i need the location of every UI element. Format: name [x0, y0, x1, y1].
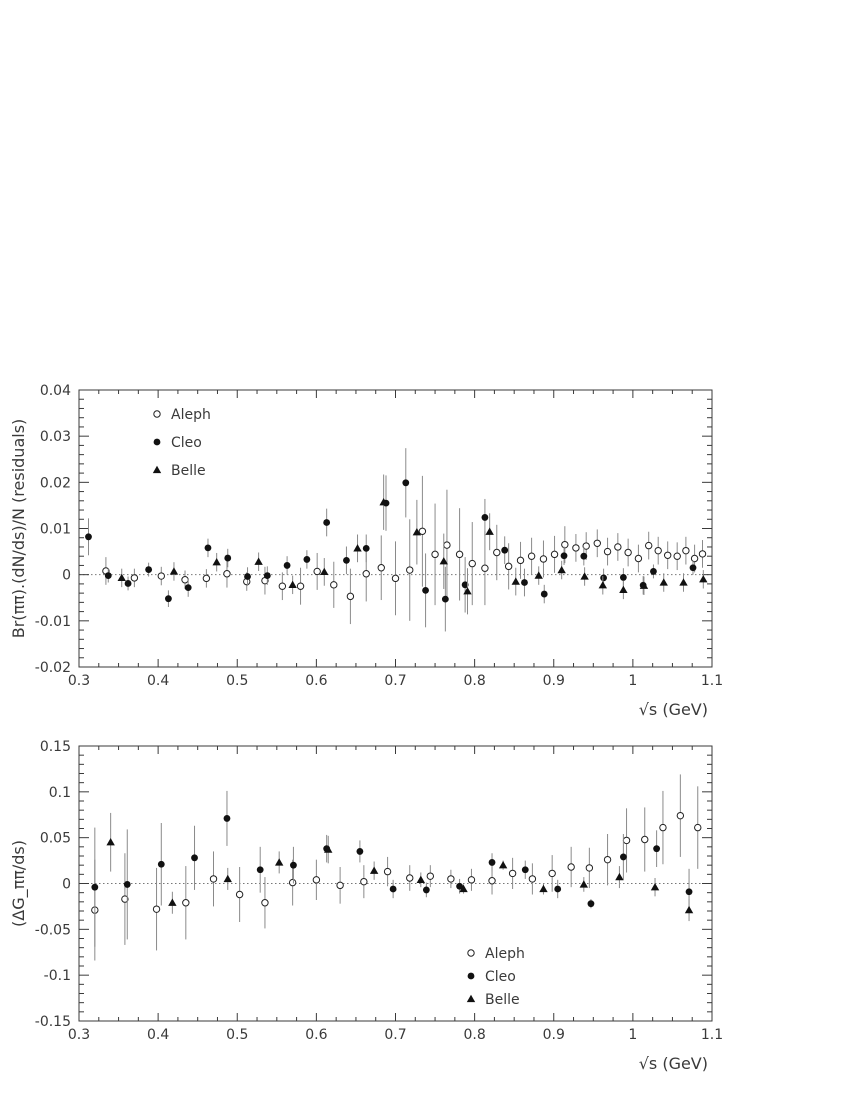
data-point [522, 866, 529, 873]
legend-marker-cleo [154, 439, 161, 446]
legend-label-belle: Belle [485, 992, 520, 1008]
data-point [674, 553, 680, 559]
data-point [501, 547, 508, 554]
data-point [203, 575, 209, 581]
data-point [699, 551, 705, 557]
data-point [402, 479, 409, 486]
data-point [615, 544, 621, 550]
y-tick-label: -0.15 [34, 1014, 71, 1030]
data-point [118, 574, 126, 581]
legend-marker-belle [153, 466, 161, 473]
data-point [448, 876, 454, 882]
data-point [499, 861, 507, 868]
data-point [105, 572, 112, 579]
data-point [423, 887, 430, 894]
y-tick-label: 0.05 [39, 830, 71, 847]
data-point [356, 848, 363, 855]
data-point [182, 577, 188, 583]
data-point [660, 578, 668, 585]
data-point [620, 574, 627, 581]
data-point [655, 547, 661, 553]
y-axis-title: Br(ππ).(dN/ds)/N (residuals) [9, 418, 28, 639]
data-point [699, 575, 707, 582]
data-point [284, 562, 291, 569]
data-point [580, 572, 588, 579]
legend-marker-aleph [468, 950, 474, 956]
data-point [145, 566, 152, 573]
data-point [528, 553, 534, 559]
x-tick-label: 0.6 [305, 673, 328, 689]
data-point [224, 555, 231, 562]
data-point [485, 528, 493, 535]
data-point [562, 541, 568, 547]
data-point [650, 568, 657, 575]
y-tick-label: -0.01 [34, 613, 71, 630]
data-point [320, 568, 328, 575]
data-point [505, 563, 511, 569]
data-point [205, 544, 212, 551]
data-point [683, 547, 689, 553]
x-tick-label: 0.3 [67, 1027, 91, 1043]
data-point [456, 551, 462, 557]
y-tick-label: 0 [62, 876, 71, 893]
y-tick-label: 0.1 [48, 784, 71, 801]
x-axis-title: √s (GeV) [638, 700, 708, 719]
data-point [407, 567, 413, 573]
data-point [191, 854, 198, 861]
data-point [363, 571, 369, 577]
data-point [244, 573, 251, 580]
data-point [469, 560, 475, 566]
data-point [541, 591, 548, 598]
data-point [600, 574, 607, 581]
data-point [347, 593, 353, 599]
data-point [407, 875, 413, 881]
data-point [288, 581, 296, 588]
data-point [419, 528, 425, 534]
series-aleph [92, 774, 701, 960]
x-tick-label: 0.4 [146, 1027, 170, 1043]
data-point [378, 565, 384, 571]
data-point [539, 885, 547, 892]
data-point [653, 845, 660, 852]
x-tick-label: 0.8 [463, 1027, 486, 1043]
x-tick-label: 1 [628, 1027, 638, 1043]
data-point [642, 836, 648, 842]
data-point [482, 565, 488, 571]
data-point [646, 542, 652, 548]
series-aleph [103, 476, 706, 624]
x-tick-label: 0.9 [542, 673, 565, 689]
data-point [264, 572, 271, 579]
data-point [417, 876, 425, 883]
data-point [290, 862, 297, 869]
data-point [313, 877, 319, 883]
data-point [125, 580, 132, 587]
y-tick-label: -0.05 [34, 922, 71, 939]
data-point [554, 886, 561, 893]
y-tick-label: 0.15 [39, 739, 71, 755]
data-point [275, 858, 283, 865]
data-point [370, 866, 378, 873]
data-point [331, 582, 337, 588]
data-point [568, 864, 574, 870]
data-point [314, 568, 320, 574]
legend-label-aleph: Aleph [171, 407, 211, 423]
data-point [185, 584, 192, 591]
x-tick-label: 1.1 [700, 1027, 724, 1043]
data-point [444, 542, 450, 548]
data-point [509, 870, 515, 876]
data-point [463, 587, 471, 594]
y-tick-label: 0 [62, 567, 71, 584]
data-point [323, 519, 330, 526]
data-point [580, 880, 588, 887]
data-point [599, 581, 607, 588]
data-point [586, 865, 592, 871]
data-point [224, 571, 230, 577]
data-point [210, 876, 216, 882]
data-point [384, 868, 390, 874]
y-tick-label: -0.1 [43, 968, 71, 985]
data-point [257, 866, 264, 873]
data-point [489, 878, 495, 884]
data-point [604, 548, 610, 554]
data-point [85, 533, 92, 540]
data-point [623, 837, 629, 843]
data-point [494, 549, 500, 555]
data-point [625, 549, 631, 555]
series-cleo [91, 791, 692, 947]
x-tick-label: 0.7 [384, 673, 407, 689]
data-point [557, 566, 565, 573]
x-tick-label: 0.3 [67, 673, 91, 689]
data-point [685, 906, 693, 913]
data-point [303, 556, 310, 563]
data-point [297, 583, 303, 589]
legend-marker-aleph [154, 411, 160, 417]
data-point [279, 583, 285, 589]
data-point [153, 906, 159, 912]
legend-label-cleo: Cleo [485, 969, 516, 985]
plot-frame [79, 390, 712, 667]
data-point [573, 545, 579, 551]
data-point [677, 812, 683, 818]
data-point [289, 879, 295, 885]
data-point [262, 900, 268, 906]
x-tick-label: 0.8 [463, 673, 486, 689]
data-point [224, 875, 232, 882]
data-point [158, 573, 164, 579]
data-point [353, 544, 361, 551]
data-point [236, 891, 242, 897]
data-point [551, 551, 557, 557]
data-point [517, 557, 523, 563]
x-tick-label: 0.9 [542, 1027, 565, 1043]
data-point [690, 564, 697, 571]
data-point [588, 900, 595, 907]
y-tick-label: 0.03 [39, 429, 71, 446]
legend-marker-cleo [468, 973, 475, 980]
data-point [165, 595, 172, 602]
data-point [170, 567, 178, 574]
y-tick-label: 0.04 [39, 383, 71, 399]
data-point [580, 553, 587, 560]
data-point [489, 859, 496, 866]
data-point [664, 552, 670, 558]
data-point [512, 577, 520, 584]
data-point [337, 882, 343, 888]
data-point [660, 824, 666, 830]
data-point [427, 873, 433, 879]
data-point [442, 596, 449, 603]
data-point [392, 575, 398, 581]
data-point [212, 558, 220, 565]
data-point [549, 870, 555, 876]
y-axis-title: (ΔG_ππ/ds) [9, 840, 28, 927]
legend-label-aleph: Aleph [485, 946, 525, 962]
data-point [254, 558, 262, 565]
y-tick-label: -0.02 [34, 660, 71, 676]
data-point [679, 578, 687, 585]
data-point [691, 555, 697, 561]
x-tick-label: 0.7 [384, 1027, 407, 1043]
upper-residuals-plot [9, 383, 723, 719]
data-point [131, 575, 137, 581]
legend-label-belle: Belle [171, 463, 206, 479]
data-point [604, 856, 610, 862]
data-point [432, 551, 438, 557]
data-point [482, 514, 489, 521]
x-tick-label: 0.6 [305, 1027, 328, 1043]
x-axis-title: √s (GeV) [638, 1054, 708, 1073]
data-point [468, 877, 474, 883]
data-point [635, 555, 641, 561]
data-point [343, 557, 350, 564]
data-point [695, 824, 701, 830]
data-point [686, 888, 693, 895]
data-point [124, 881, 131, 888]
legend-label-cleo: Cleo [171, 435, 202, 451]
data-point [422, 587, 429, 594]
data-point [540, 556, 546, 562]
x-tick-label: 1.1 [700, 673, 724, 689]
data-point [615, 873, 623, 880]
data-point [561, 552, 568, 559]
data-point [168, 899, 176, 906]
legend-marker-belle [467, 995, 475, 1002]
data-point [361, 878, 367, 884]
data-point [158, 861, 165, 868]
x-tick-label: 0.5 [226, 1027, 249, 1043]
data-point [651, 883, 659, 890]
data-point [224, 815, 231, 822]
data-point [183, 900, 189, 906]
data-point [91, 884, 98, 891]
x-tick-label: 0.5 [226, 673, 249, 689]
data-point [619, 586, 627, 593]
x-tick-label: 1 [628, 673, 638, 689]
data-point [106, 838, 114, 845]
lower-delta-g-plot [9, 739, 723, 1073]
data-point [390, 886, 397, 893]
data-point [594, 540, 600, 546]
data-point [529, 876, 535, 882]
y-tick-label: 0.01 [39, 521, 71, 538]
x-tick-label: 0.4 [146, 673, 170, 689]
data-point [620, 854, 627, 861]
data-point [363, 545, 370, 552]
y-tick-label: 0.02 [39, 475, 71, 492]
data-point [521, 579, 528, 586]
